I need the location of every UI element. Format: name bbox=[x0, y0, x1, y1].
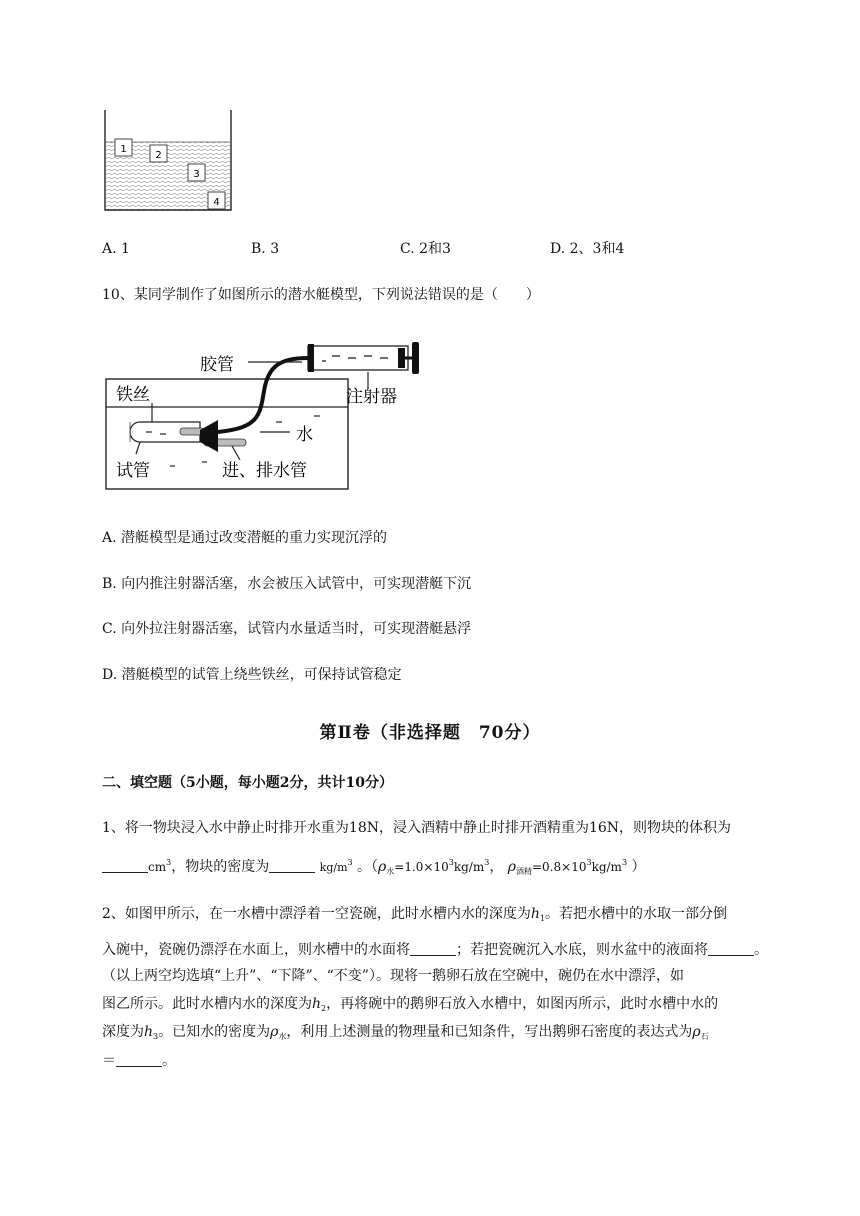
svg-text:3: 3 bbox=[193, 169, 200, 180]
q9-option-b: B. 3 bbox=[251, 241, 280, 257]
q10-option-c: C. 向外拉注射器活塞，试管内水量适当时，可实现潜艇悬浮 bbox=[102, 621, 472, 637]
section2-title: 二、填空题（5小题，每小题2分，共计10分） bbox=[102, 775, 393, 791]
label-water: 水 bbox=[296, 425, 313, 445]
stopper bbox=[200, 420, 218, 452]
q9-option-d: D. 2、3和4 bbox=[550, 241, 625, 257]
q10-option-b: B. 向内推注射器活塞，水会被压入试管中，可实现潜艇下沉 bbox=[102, 576, 472, 592]
fill2-line4: 图乙所示。此时水槽内水的深度为$h_2$，再将碗中的鹅卵石放入水槽中，如图丙所示，此时水槽中水的 bbox=[102, 996, 719, 1013]
label-pipe: 进、排水管 bbox=[222, 461, 307, 481]
svg-text:1: 1 bbox=[120, 144, 127, 155]
q10-stem: 10、某同学制作了如图所示的潜水艇模型，下列说法错误的是（ ） bbox=[102, 287, 540, 303]
submarine-model-figure bbox=[100, 336, 430, 496]
label-syringe: 注射器 bbox=[346, 387, 397, 407]
q9-option-c: C. 2和3 bbox=[400, 241, 451, 257]
q10-option-a: A. 潜艇模型是通过改变潜艇的重力实现沉浮的 bbox=[102, 530, 388, 546]
fill2-blank-3[interactable] bbox=[116, 1052, 162, 1067]
fill1-line2: $cm^3$，物块的密度为 $kg/m^3$ 。（$\rho_水=1.0\times 10^3kg/m^3$， $\rho_{酒精}=0.8\times 10^3kg/m^3$ ） bbox=[102, 853, 645, 882]
syringe bbox=[308, 342, 419, 374]
label-test-tube: 试管 bbox=[116, 461, 150, 481]
block-3 bbox=[188, 164, 205, 181]
fill2-line3: （以上两空均选填“上升”、“下降”、“不变”）。现将一鹅卵石放在空碗中，碗仍在水中漂浮，如 bbox=[102, 968, 684, 984]
label-wire: 铁丝 bbox=[116, 385, 150, 405]
label-hose: 胶管 bbox=[200, 355, 234, 375]
block-2 bbox=[150, 145, 167, 162]
svg-text:2: 2 bbox=[155, 150, 162, 161]
fill2-blank-1[interactable] bbox=[410, 941, 456, 956]
fill1-blank-volume[interactable] bbox=[102, 858, 148, 873]
q10-option-d: D. 潜艇模型的试管上绕些铁丝，可保持试管稳定 bbox=[102, 667, 402, 683]
fill2-blank-2[interactable] bbox=[708, 941, 754, 956]
fill1-blank-density[interactable] bbox=[269, 858, 315, 873]
tank-blocks-figure bbox=[95, 108, 245, 216]
part2-title: 第Ⅱ卷（非选择题 70分） bbox=[319, 723, 541, 743]
block-1 bbox=[115, 139, 132, 156]
fill1-line1: 1、将一物块浸入水中静止时排开水重为18N，浸入酒精中静止时排开酒精重为16N，则物块的体积为 bbox=[102, 820, 732, 836]
q9-option-a: A. 1 bbox=[102, 241, 130, 257]
fill2-line2: 入碗中，瓷碗仍漂浮在水面上，则水槽中的水面将 ；若把瓷碗沉入水底，则水盆中的液面将 。 bbox=[102, 942, 768, 958]
block-4 bbox=[208, 192, 225, 209]
fill2-line5: 深度为$h_3$。已知水的密度为$\rho_水$，利用上述测量的物理量和已知条件，写出鹅卵石密度的表达式为$\rho_石$ bbox=[102, 1024, 709, 1041]
svg-text:4: 4 bbox=[213, 197, 220, 208]
fill2-line6: ＝ 。 bbox=[102, 1053, 176, 1069]
fill2-line1: 2、如图甲所示，在一水槽中漂浮着一空瓷碗，此时水槽内水的深度为$h_1$。若把水槽中的水取一部分倒 bbox=[102, 906, 728, 923]
